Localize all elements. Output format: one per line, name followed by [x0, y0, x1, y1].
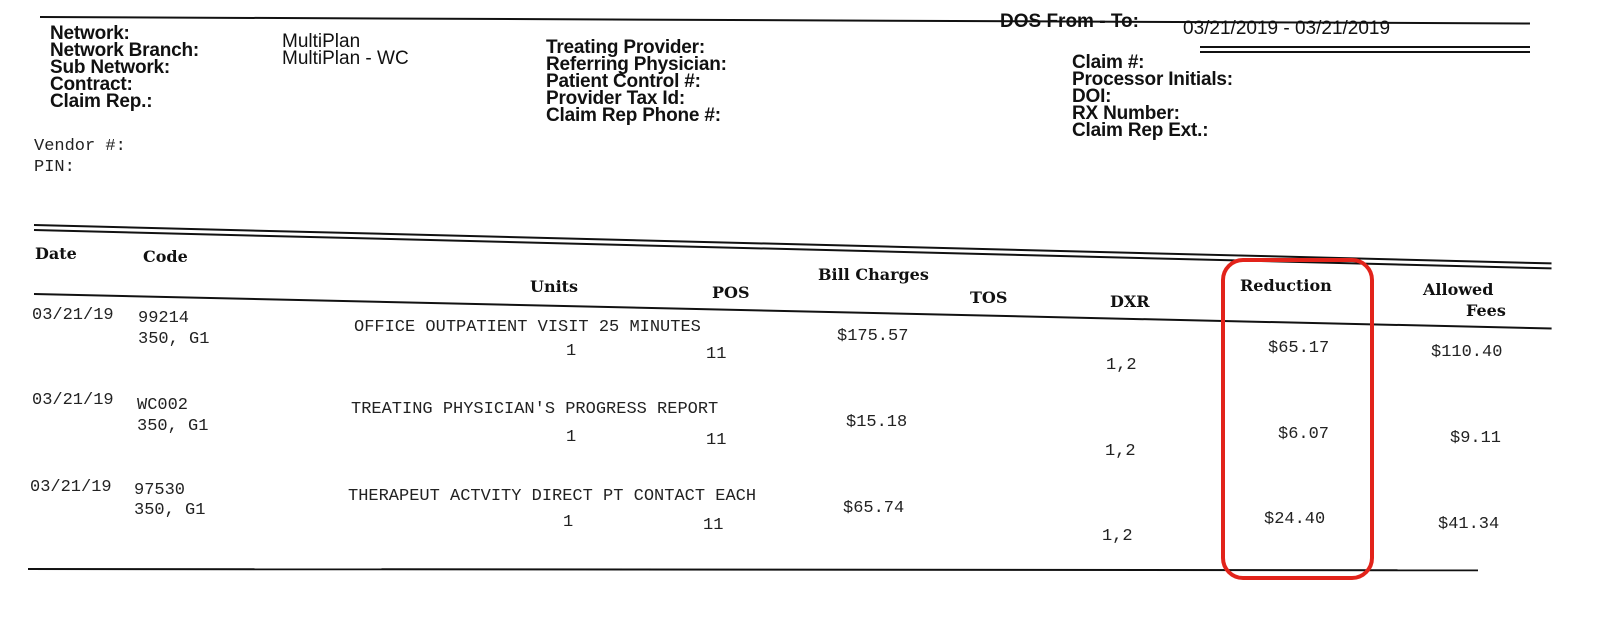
row-code: WC002 — [137, 396, 189, 415]
row-pos: 11 — [703, 516, 724, 535]
row-date: 03/21/19 — [30, 478, 112, 497]
label-referring-physician: Referring Physician: — [546, 54, 727, 75]
label-network: Network: — [50, 23, 130, 44]
row-description: THERAPEUT ACTVITY DIRECT PT CONTACT EACH — [348, 487, 757, 506]
row-reduction: $24.40 — [1264, 510, 1326, 529]
network-branch-value: MultiPlan - WC — [282, 48, 409, 69]
row-allowed: $110.40 — [1431, 343, 1503, 362]
row-pos: 11 — [706, 345, 727, 364]
label-claim-rep-ext: Claim Rep Ext.: — [1072, 120, 1209, 141]
col-header-pos: POS — [712, 283, 750, 302]
row-date: 03/21/19 — [32, 391, 114, 410]
pin-label: PIN: — [34, 158, 75, 177]
dos-label: DOS From - To: — [1000, 11, 1139, 32]
row-dxr: 1,2 — [1102, 527, 1133, 546]
label-claim-rep-phone: Claim Rep Phone #: — [546, 105, 721, 126]
row-allowed: $41.34 — [1438, 515, 1500, 534]
row-description: TREATING PHYSICIAN'S PROGRESS REPORT — [351, 400, 719, 419]
row-units: 1 — [563, 513, 574, 532]
col-header-fees: Fees — [1466, 301, 1506, 320]
row-code: 97530 — [134, 481, 186, 500]
network-labels — [50, 25, 199, 110]
dos-value: 03/21/2019 - 03/21/2019 — [1183, 18, 1391, 39]
top-rule-double-b — [1200, 51, 1530, 53]
provider-labels — [546, 39, 727, 124]
row-dxr: 1,2 — [1105, 442, 1136, 461]
row-units: 1 — [566, 428, 577, 447]
row-modifier: 350, G1 — [134, 501, 206, 520]
col-header-date: Date — [35, 244, 77, 263]
label-sub-network: Sub Network: — [50, 57, 171, 78]
row-allowed: $9.11 — [1450, 429, 1502, 448]
row-code: 99214 — [138, 309, 190, 328]
label-rx-number: RX Number: — [1072, 103, 1180, 124]
row-bill-charges: $65.74 — [843, 499, 905, 518]
row-dxr: 1,2 — [1106, 356, 1137, 375]
row-bill-charges: $175.57 — [837, 327, 909, 346]
row-reduction: $6.07 — [1278, 425, 1330, 444]
label-doi: DOI: — [1072, 86, 1112, 107]
label-processor-initials: Processor Initials: — [1072, 69, 1233, 90]
label-claim-number: Claim #: — [1072, 52, 1145, 73]
col-header-code: Code — [143, 247, 188, 266]
col-header-reduction: Reduction — [1240, 276, 1332, 295]
label-treating-provider: Treating Provider: — [546, 37, 705, 58]
row-pos: 11 — [706, 431, 727, 450]
col-header-dxr: DXR — [1110, 292, 1150, 311]
reduction-highlight-box — [1221, 258, 1374, 580]
row-reduction: $65.17 — [1268, 339, 1330, 358]
col-header-bill-charges: Bill Charges — [818, 265, 929, 284]
claim-labels — [1072, 54, 1233, 139]
row-units: 1 — [566, 342, 577, 361]
row-modifier: 350, G1 — [137, 417, 209, 436]
col-header-allowed: Allowed — [1423, 280, 1494, 299]
vendor-label: Vendor #: — [34, 137, 126, 156]
label-contract: Contract: — [50, 74, 133, 95]
label-patient-control: Patient Control #: — [546, 71, 701, 92]
network-value: MultiPlan — [282, 31, 361, 52]
label-claim-rep: Claim Rep.: — [50, 91, 153, 112]
row-date: 03/21/19 — [32, 306, 114, 325]
row-modifier: 350, G1 — [138, 330, 210, 349]
row-bill-charges: $15.18 — [846, 413, 908, 432]
label-provider-tax-id: Provider Tax Id: — [546, 88, 685, 109]
row-description: OFFICE OUTPATIENT VISIT 25 MINUTES — [354, 318, 701, 337]
label-network-branch: Network Branch: — [50, 40, 200, 61]
top-rule-double-a — [1200, 46, 1530, 48]
network-values — [282, 33, 409, 67]
col-header-tos: TOS — [970, 288, 1008, 307]
col-header-units: Units — [530, 277, 579, 296]
